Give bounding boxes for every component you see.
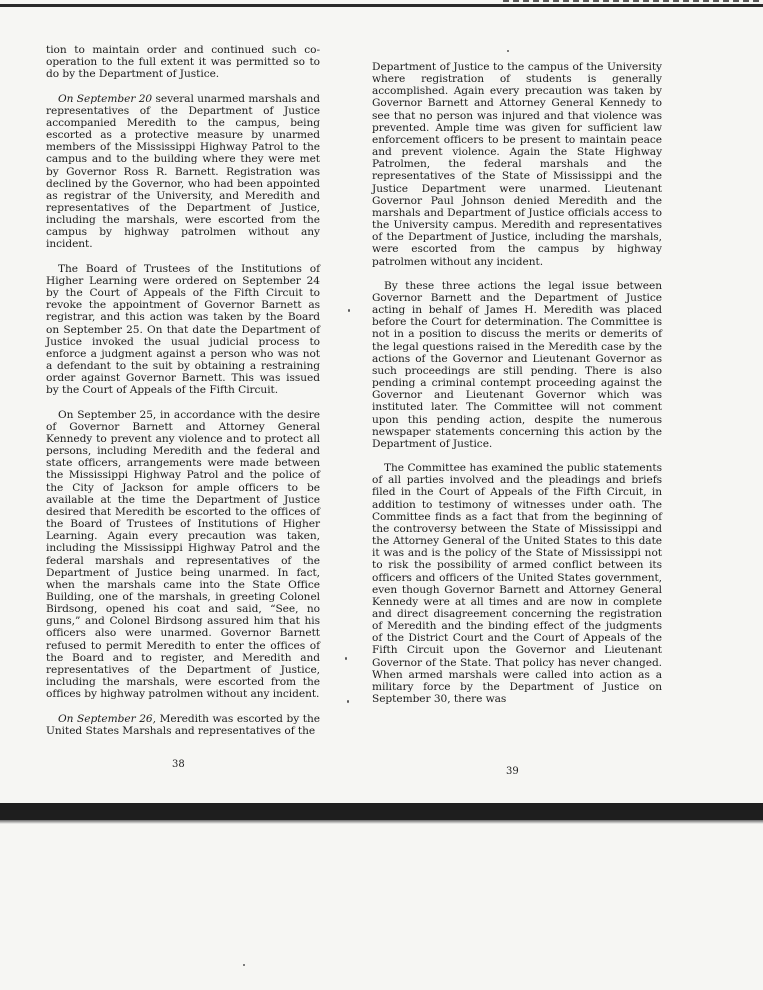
paragraph: The Committee has examined the public statements of all parties involved and the pleadings and briefs filed in the Court of Appeals of the Fifth Circuit, in addition to testimony of witnesses under oath. The Committee finds as a fact that from the beginning of the controversy between the State of Mississippi and the Attorney General of the United States to this date it was and is the policy of the State of Mississippi not to risk the possibility of armed conflict between its officers and officers of the United States government, even though Governor Barnett and Attorney General Kennedy were at all times and are now in complete and direct disagreement concerning the registration of Meredith and the binding effect of the judgments of the District Court and the Court of Appeals of the Fifth Circuit upon the Governor and Lieutenant Governor of the State. That policy has never changed. When armed marshals were called into action as a military force by the Department of Justice on September 30, there was — [372, 462, 662, 706]
left-page-column — [46, 44, 320, 749]
paragraph: On September 25, in accordance with the desire of Governor Barnett and Attorney General Kennedy to prevent any violence and to protect all persons, including Meredith and the federal and state officers, arrangements were made between the Mississippi Highway Patrol and the police of the City of Jackson for ample officers to be available at the time the Department of Justice desired that Meredith be escorted to the offices of the Board of Trustees of Institutions of Higher Learning. Again every precaution was taken, including the Mississippi Highway Patrol and the federal marshals and representatives of the Department of Justice being unarmed. In fact, when the marshals came into the State Office Building, one of the marshals, in greeting Colonel Birdsong, opened his coat and said, “See, no guns,” and Colonel Birdsong assured him that his officers also were unarmed. Governor Barnett refused to permit Meredith to enter the offices of the Board and to register, and Meredith and representatives of the Department of Justice, including the marshals, were escorted from the offices by highway patrolmen without any incident. — [46, 408, 320, 701]
paragraph — [46, 713, 320, 737]
scan-speck — [348, 309, 350, 312]
right-page-number: 39 — [506, 766, 519, 777]
paragraph: By these three actions the legal issue between Governor Barnett and the Department of Justice acting in behalf of James H. Meredith was placed before the Court for determination. The Committee is not in a position to discuss the merits or demerits of the legal questions raised in the Meredith case by the actions of the Governor and Lieutenant Governor as such proceedings are still pending. There is also pending a criminal contempt proceeding against the Governor and Lieutenant Governor which was instituted later. The Committee will not comment upon this pending action, despite the numerous newspaper statements concerning this action by the Department of Justice. — [372, 279, 662, 450]
right-page-column — [372, 61, 662, 717]
scan-speck — [347, 700, 349, 703]
scan-speck — [345, 657, 347, 660]
paragraph-body: several unarmed marshals and representatives of the Department of Justice accompanied Meredith to the campus, being escorted as a protective measure by unarmed members of the Mississippi Highway Patrol to the campus and to the building where they were met by Governor Ross R. Barnett. Registration was declined by the Governor, who had been appointed as registrar of the University, and Meredith and representatives of the Department of Justice, including the marshals, were escorted from the campus by highway patrolmen without any incident. — [46, 92, 320, 251]
date-lead: On September 20 — [58, 92, 153, 105]
paragraph — [46, 93, 320, 251]
left-page-number: 38 — [172, 759, 185, 770]
paragraph: Department of Justice to the campus of the University where registration of students is generally accomplished. Again every precaution was taken by Governor Barnett and Attorney General Kennedy to see that no person was injured and that violence was prevented. Ample time was given for sufficient law enforcement officers to be present to maintain peace and prevent violence. Again the State Highway Patrolmen, the federal marshals and the representatives of the State of Mississippi and the Justice Department were unarmed. Lieutenant Governor Paul Johnson denied Meredith and the marshals and Department of Justice officials access to the University campus. Meredith and representatives of the Department of Justice, including the marshals, were escorted from the campus by highway patrolmen without any incident. — [372, 61, 662, 268]
scan-bottom-edge — [0, 803, 763, 820]
paragraph-body: Meredith was escorted by the United States Marshals and representatives of the — [46, 712, 320, 737]
scan-top-edge — [0, 4, 763, 7]
scan-speck — [243, 964, 245, 966]
paragraph: tion to maintain order and continued such co-operation to the full extent it was permitted so to do by the Department of Justice. — [46, 44, 320, 81]
date-lead: On September 26, — [58, 712, 156, 725]
scan-speck — [507, 50, 509, 52]
paragraph: The Board of Trustees of the Institutions of Higher Learning were ordered on September 24 by the Court of Appeals of the Fifth Circuit to revoke the appointment of Governor Barnett as registrar, and this action was taken by the Board on September 25. On that date the Department of Justice invoked the usual judicial process to enforce a judgment against a person who was not a defendant to the suit by obtaining a restraining order against Governor Barnett. This was issued by the Court of Appeals of the Fifth Circuit. — [46, 262, 320, 397]
